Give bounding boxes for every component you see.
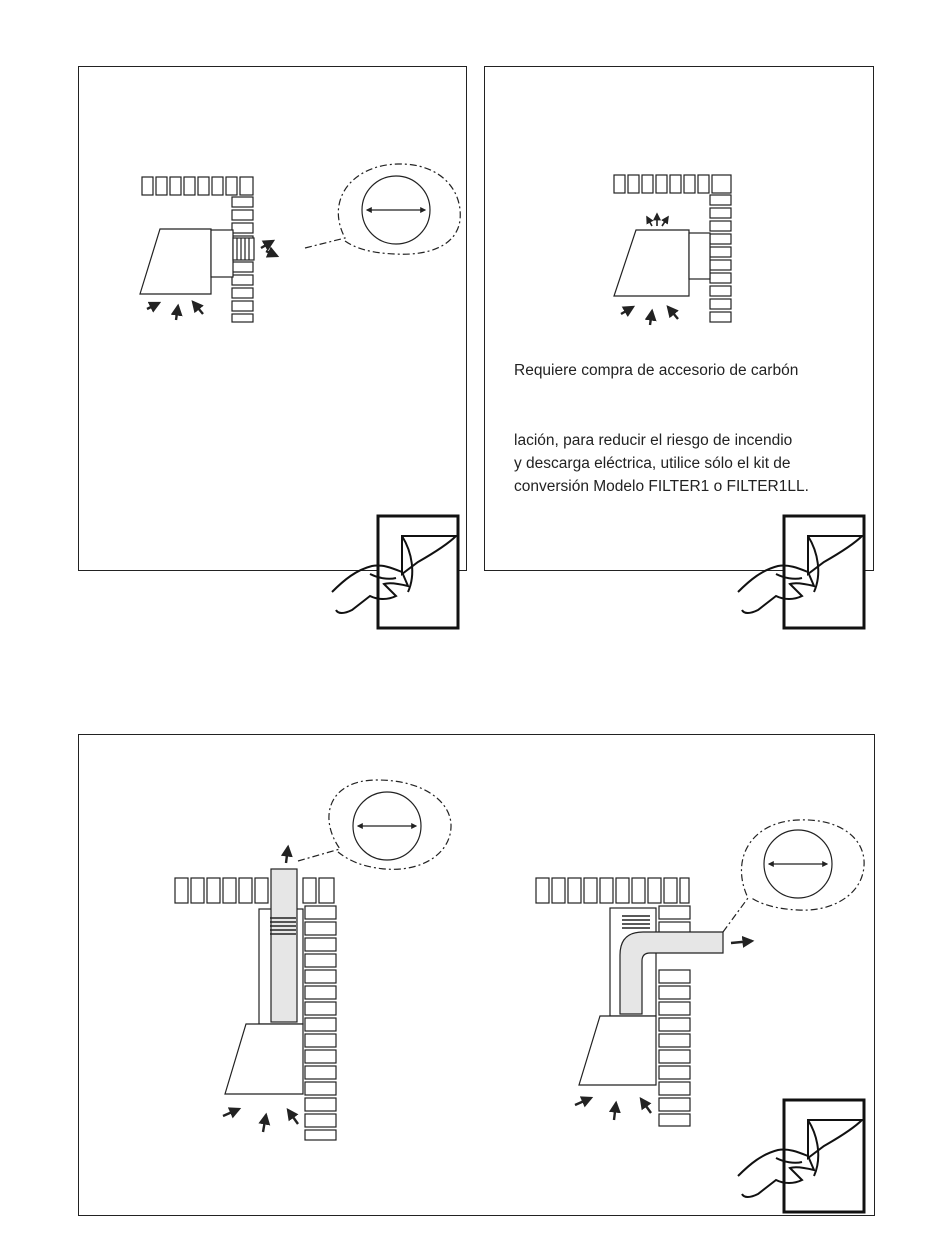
- note-line: Requiere compra de accesorio de carbón: [514, 362, 799, 379]
- note-line: lación, para reducir el riesgo de incendio: [514, 432, 793, 449]
- exhaust-arrows: [261, 241, 277, 256]
- exhaust-arrow: [731, 941, 752, 943]
- hood-vertical-roof-duct-diagram: [175, 780, 451, 1140]
- hood-elbow-wall-duct-diagram: [536, 820, 864, 1126]
- vertical-duct: [271, 869, 297, 1022]
- hand-turning-page-icon: [736, 514, 868, 632]
- carbon-accessory-note: [514, 359, 798, 382]
- ceiling-bricks: [536, 878, 689, 903]
- wall-bricks: [305, 906, 336, 1140]
- hood-chimney: [211, 230, 233, 277]
- hand-turning-page-icon: [736, 1098, 868, 1216]
- top-vent-arrows: [647, 214, 668, 226]
- intake-arrows: [223, 1109, 298, 1132]
- intake-arrows: [621, 307, 678, 325]
- note-line: conversión Modelo FILTER1 o FILTER1LL.: [514, 478, 809, 495]
- ceiling-bricks: [614, 175, 731, 193]
- hood-canopy: [225, 1024, 303, 1094]
- wall-duct-grille: [233, 238, 254, 260]
- duct-diameter-detail-icon: [723, 820, 864, 932]
- hood-canopy: [579, 1016, 656, 1085]
- intake-arrows: [147, 302, 203, 320]
- hood-rear-wall-exhaust-diagram: [140, 164, 460, 322]
- hood-canopy: [140, 229, 211, 294]
- hood-recirculating-top-vent-diagram: [614, 175, 731, 325]
- ceiling-bricks: [175, 878, 334, 903]
- intake-arrows: [575, 1098, 651, 1120]
- duct-diameter-detail-icon: [305, 164, 460, 254]
- duct-diameter-detail-icon: [298, 780, 451, 869]
- note-line: y descarga eléctrica, utilice sólo el kit de: [514, 455, 791, 472]
- conversion-kit-warning: [514, 429, 809, 498]
- wall-bricks: [710, 195, 731, 322]
- exhaust-arrow: [286, 847, 288, 863]
- hand-turning-page-icon: [330, 514, 462, 632]
- ceiling-bricks: [142, 177, 253, 195]
- hood-canopy: [614, 230, 689, 296]
- hood-chimney: [689, 233, 710, 279]
